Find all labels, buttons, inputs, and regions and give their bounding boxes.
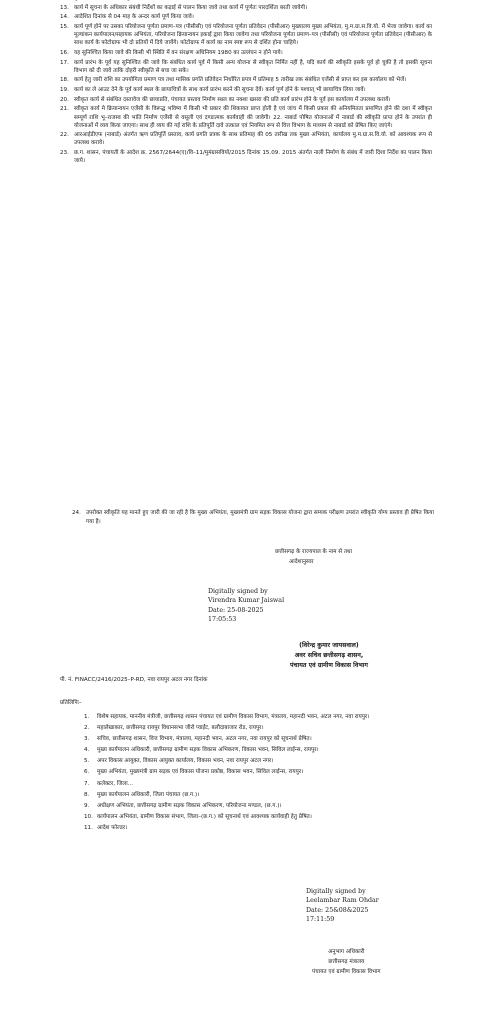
clause-item <box>60 105 432 129</box>
clause-text: कार्य पूर्ण होने पर उसका परियोजना पूर्णता प्रमाण–पत्र (पीसीसी) एवं परियोजना पूर्णता प्रतिवेदन (पीसीआर) मुख्यालय मुख्य अभियंता, मु.म.ग्रा.स.वि.यो. में भेजा जावेगा। कार्य का मूल्यांकन कार्यपालन/सहायक अभियंता, परियोजना क्रियान्वयन इकाई द्वारा किया जावेगा तथा परियोजना पूर्णता प्रमाण–पत्र (पीसीसी) एवं परियोजना पूर्णता प्रतिवेदन (पीसीआर) के साथ कार्य के फोटोग्राफ भी दो प्रतियों में दिये जायेंगे। फोटोग्राफ में कार्य का नाम स्पष्ट रूप से दर्शित होना चाहिये। <box>74 24 432 47</box>
clause-text: छ.ग. शासन, पंचायती के आदेश क्र. 2567/2644(ए)/वि–11/मुमंग्रासवियो/2015 दिनांक 15.09. 2015 अंतर्गत नाली निर्माण के संबंध में जारी दिशा निर्देश का पालन किया जाये। <box>74 150 432 165</box>
officer-name: (विरेन्द्र कुमार जायसवाल) <box>299 642 359 649</box>
signature-line: 17:11:59 <box>306 916 335 924</box>
clause-text: स्वीकृत कार्य से संबंधित दस्तावेज की छायाप्रति, पंचायत प्रस्ताव निर्माण स्थल का नक्शा खसरा की प्रति कार्य प्रारंभ होने के पूर्व इस कार्यालय में उपलब्ध करायें। <box>74 96 391 103</box>
recipient-text: विशेष सहायक, माननीय मंत्रीजी, छत्तीसगढ़ शासन पंचायत एवं ग्रामीण विकास विभाग, मंत्रालय, महानदी भवन, अटल नगर, नवा रायपुर। <box>97 714 370 720</box>
clause-item <box>60 131 432 147</box>
copy-recipient <box>84 713 430 723</box>
clause-text: आरआईडीएफ (नाबार्ड) अंतर्गत ऋण प्रतिपूर्ति प्रस्ताव, कार्य प्रगति प्रत्रक के साथ प्रतिमाह की 05 तारीख तक मुख्य अभियंता, कार्यालय मु.म.ग्रा.स.वि.यो. को आवश्यक रूप से उपलब्ध करावे। <box>74 132 432 147</box>
copy-recipient <box>84 768 430 778</box>
clause-item <box>60 59 432 75</box>
signature-line: Date: 25-08-2025 <box>208 606 264 614</box>
recipient-number: 7. <box>84 780 90 787</box>
document-page-1 <box>0 0 487 425</box>
clause-24 <box>72 509 434 527</box>
clause-number: 24. <box>72 510 81 516</box>
recipient-text: सचिव, छत्तीसगढ़ शासन, वित्त विभाग, मंत्रालय, महानदी भवन, अटल नगर, नवा रायपुर को सूचनार्थ प्रेषित। <box>97 736 312 743</box>
clause-number: 20. <box>60 96 69 103</box>
clause-number: 15. <box>60 24 69 31</box>
clause-number: 19. <box>60 87 69 94</box>
recipient-number: 8. <box>84 791 90 798</box>
copy-recipient <box>84 735 430 745</box>
conditions-list <box>60 0 432 167</box>
recipient-number: 6. <box>84 769 90 776</box>
clause-number: 16. <box>60 49 69 56</box>
recipient-text: अधीक्षण अभियंता, छत्तीसगढ़ ग्रामीण सड़क विकास अभिकरण, परियोजना मण्डल, (छ.ग.)। <box>97 802 282 809</box>
copy-recipient <box>84 757 430 767</box>
copy-recipient <box>84 780 430 790</box>
recipient-text: मुख्य अभियंता, मुख्यमंत्री ग्राम सड़क एवं विकास योजना प्रकोष्ठ, विकास भवन, सिविल लाईन्स, रायपुर। <box>97 769 304 776</box>
recipient-number: 9. <box>84 802 90 809</box>
clause-item <box>60 13 432 21</box>
clause-text: आदेशित दिनांक से 04 माह के अन्दर कार्य पूर्ण किया जावे। <box>74 14 194 21</box>
recipient-text: अपर विकास आयुक्त, विकास आयुक्त कार्यालय, विकास भवन, नवा रायपुर अटल नगर। <box>97 758 274 765</box>
officer-department: पंचायत एवं ग्रामीण विकास विभाग <box>290 662 368 669</box>
copy-recipient <box>84 791 430 801</box>
clause-text: कार्य का ले आउट देने के पूर्व कार्य स्थल के छायाचित्रों के साथ कार्य प्रारंभ करने की सूचना देवें। कार्य पूर्ण होने के पश्चात् भी छायाचित्र लिया जावें। <box>74 87 366 94</box>
clause-number: 14. <box>60 14 69 21</box>
clause-text: यह सुनिश्चित किया जावे की किसी भी स्थिति में वन संरक्षण अधिनियम 1980 का उल्लंघन न होने पाये। <box>74 49 283 56</box>
recipient-text: मुख्य कार्यपालन अधिकारी, जिला पंचायत (छ.ग.)। <box>97 791 200 798</box>
clause-text: कार्य प्रारंभ के पूर्व यह सुनिश्चित की जावे कि संबंधित कार्य पूर्व में किसी अन्य योजना से स्वीकृत निर्मित नहीं है, यदि कार्य की स्वीकृति इसके पूर्व हो चुकी है तो इसकी सूचना विभाग को दी जावे ताकि दोहरी स्वीकृति से बचा जा सके। <box>74 59 432 74</box>
recipient-number: 2. <box>84 725 90 732</box>
clause-number: 23. <box>60 150 69 157</box>
clause-item <box>60 149 432 165</box>
clause-item <box>60 4 432 12</box>
copy-heading: प्रतिलिपिः– <box>60 700 82 706</box>
clause-item <box>60 23 432 47</box>
signature-line: Digitally signed by <box>306 888 366 895</box>
section-officer-title <box>312 947 381 977</box>
copy-recipient <box>84 746 430 756</box>
copy-recipient <box>84 813 430 823</box>
copy-recipient <box>84 802 430 812</box>
recipient-text: मुख्य कार्यपालन अधिकारी, छत्तीसगढ़ ग्रामीण सड़क विकास अभिकरण, विकास भवन, सिविल लाईन्स, रायपुर। <box>97 747 319 754</box>
authority-line-1: छत्तीसगढ़ के राज्यपाल के नाम से तथा <box>275 549 353 555</box>
signature-line: Digitally signed by <box>208 588 268 595</box>
recipient-text: आदेश फोल्डर। <box>97 824 128 831</box>
recipient-text: कार्यपालन अभियंता, ग्रामीण विकास संभाग, जिला–(छ.ग.) को सूचनार्थ एवं आवश्यक कार्यवाही हेतु प्रेषित। <box>97 813 312 820</box>
title-line: पंचायत एवं ग्रामीण विकास विभाग <box>312 969 381 975</box>
clause-item <box>60 86 432 94</box>
digital-signature-1 <box>208 587 284 625</box>
signature-line: Leelambar Ram Ohdar <box>306 897 379 905</box>
clause-number: 21. <box>60 106 69 113</box>
officer-post: अवर सचिव छत्तीसगढ़ शासन, <box>294 652 364 659</box>
signature-line: 17:05:53 <box>208 616 237 624</box>
copy-recipient <box>84 724 430 734</box>
reference-number: पी. नं. FINACC/2416/2025–P-RD, नवा रायपुर अटल नगर दिनांक <box>60 677 208 683</box>
clause-text: कार्य हेतु जारी राशि का उपयोगिता प्रमाण पत्र तथा मासिक प्रगति प्रतिवेदन निर्धारित प्रपत्र में प्रतिमाह 5 तारीख तक संबंधित एजेंसी से प्राप्त कर इस कार्यालय को भेजें। <box>74 77 407 84</box>
governor-authority <box>275 547 352 567</box>
document-page-2 <box>0 495 487 1024</box>
title-line: अनुभाग अधिकारी <box>328 949 365 955</box>
authority-line-2: आदेशानुसार <box>289 559 314 565</box>
recipient-number: 11. <box>84 824 93 831</box>
clause-item <box>60 96 432 104</box>
signature-line: Date: 25&08&2025 <box>306 906 369 914</box>
page-gap <box>0 425 487 495</box>
clause-number: 17. <box>60 59 69 66</box>
clause-number: 22. <box>60 132 69 139</box>
copy-recipient <box>84 824 430 834</box>
clause-number <box>60 0 74 2</box>
clause-item <box>60 49 432 57</box>
recipient-number: 1. <box>84 714 90 720</box>
signature-line: Virendra Kumar Jaiswal <box>208 597 285 605</box>
clause-number: 18. <box>60 77 69 84</box>
copy-recipients-list <box>84 713 430 835</box>
officer-designation <box>290 641 368 671</box>
recipient-text: महालेखाकार, छत्तीसगढ़ रायपुर विधानसभा जीरो प्वाईंट, बलौदाबाजार रोड, रायपुर। <box>97 725 264 732</box>
clause-number: 13. <box>60 4 69 11</box>
digital-signature-2 <box>306 887 379 925</box>
recipient-number: 3. <box>84 736 90 743</box>
clause-text: स्वीकृत कार्य मे क्रियान्वयन एजेंसी के विरूद्ध भविष्य में किसी भी प्रकार की शिकायत प्राप्त होती है एवं जांच में किसी प्रकार की अनियमितता प्रमाणित होने की दशा में स्वीकृत सम्पूर्ण राशि भू–राजस्व की भांति निर्माण एजेंसी से वसूली एवं दण्डात्मक कार्यवाही की जावेगी। 22. नाबार्ड पोषित योजनाओं में नाबार्ड की स्वीकृति प्राप्त होने के उपरांत ही योजनाओं में व्यय किया जाएगा। साथ ही व्यय की गई राशि के प्रतिपूर्ति दावे तत्काल एवं नियमित रूप से वित्त विभाग के माध्यम से नाबार्ड को प्रेषित किए जाएंगे। <box>74 106 432 129</box>
recipient-number: 10. <box>84 813 93 820</box>
recipient-number: 5. <box>84 758 90 765</box>
clause-text <box>74 0 432 2</box>
clause-text: उपरोक्त स्वीकृति यह मानते हुए जारी की जा रही है कि मुख्य अभियंता, मुख्यमंत्री ग्राम सड़क विकास योजना द्वारा सम्यक परीक्षण उपरांत स्वीकृति योग्य प्रस्ताव ही प्रेषित किया गया है। <box>86 510 434 525</box>
clause-text: कार्य में सूचना के अधिकार संबंधी निर्देशों का कड़ाई से पालन किया जावे तथा कार्य में पूर्णतः पारदर्शिता बरती जावेगी। <box>74 4 308 11</box>
recipient-text: कलेक्टर, जिला... <box>97 780 133 787</box>
clause-item <box>60 76 432 84</box>
title-line: छत्तीसगढ़ मंत्रालय <box>328 959 365 965</box>
recipient-number: 4. <box>84 747 90 754</box>
clause-item <box>60 0 432 2</box>
